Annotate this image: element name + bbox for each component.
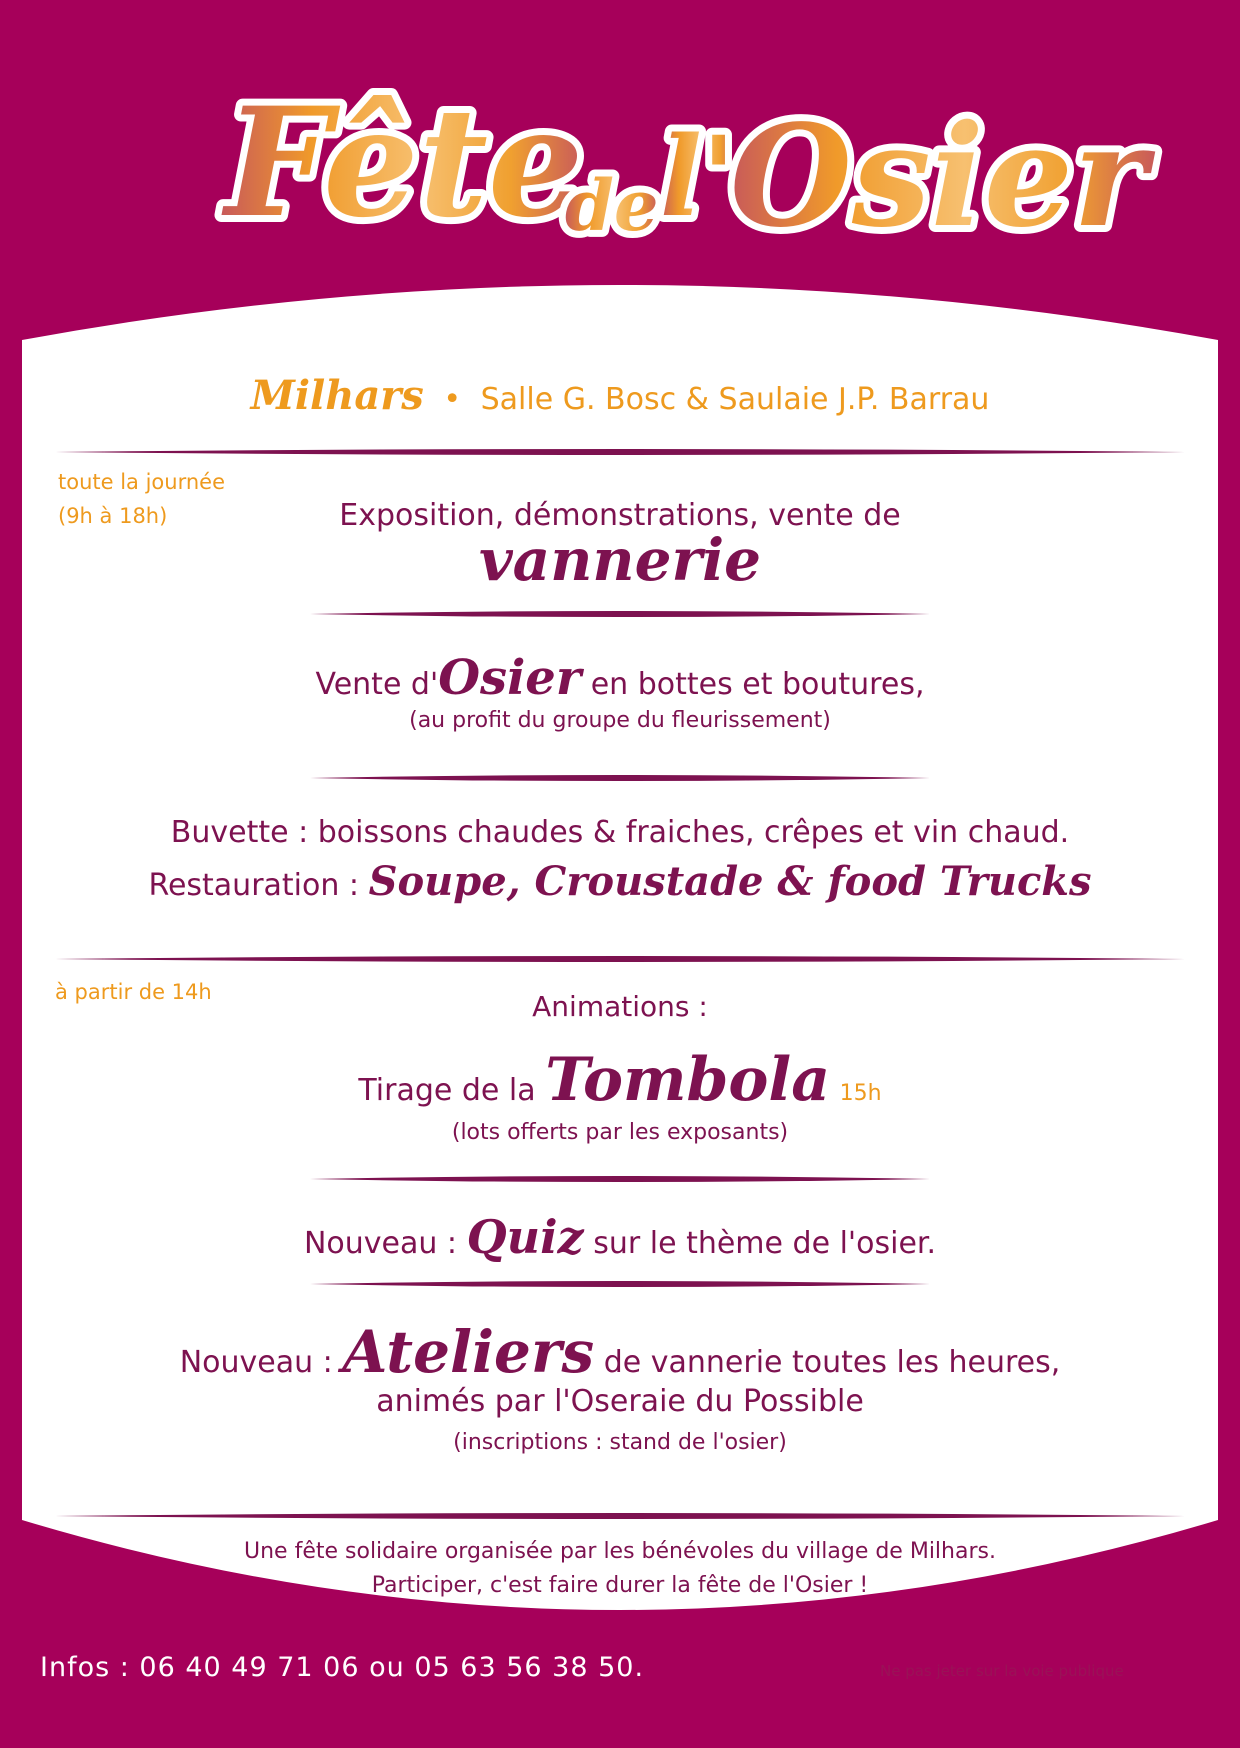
osier-sale-line <box>0 650 1240 706</box>
town-name: Milhars <box>250 372 424 419</box>
venue-name: Salle G. Bosc & Saulaie J.P. Barrau <box>480 382 990 417</box>
quiz-prefix: Nouveau : <box>303 1226 458 1261</box>
all-day-text: toute la journée <box>58 470 226 494</box>
quiz-suffix: sur le thème de l'osier. <box>593 1226 937 1261</box>
separator-dot: • <box>443 382 462 417</box>
contact-info: Infos : 06 40 49 71 06 ou 05 63 56 38 50. <box>40 1652 645 1683</box>
closing-text <box>0 1535 1240 1603</box>
ateliers-line-2: animés par l'Oseraie du Possible <box>376 1384 864 1419</box>
divider <box>55 448 1185 456</box>
restauration-line <box>0 858 1240 905</box>
legal-notice: Ne pas jeter sur la voie publique <box>880 1662 1124 1680</box>
title-osier: Osier <box>730 95 1147 259</box>
closing-line-2: Participer, c'est faire durer la fête de l'Osier ! <box>371 1573 869 1598</box>
tombola-time: 15h <box>839 1081 882 1106</box>
event-title-logo <box>0 40 1240 270</box>
quiz-line <box>0 1210 1240 1264</box>
osier-highlight: Osier <box>438 650 582 706</box>
animations-heading: Animations : <box>532 990 708 1023</box>
location-line <box>0 372 1240 419</box>
divider <box>55 1512 1185 1520</box>
all-day-hours: (9h à 18h) <box>58 504 168 528</box>
ateliers-highlight: Ateliers <box>342 1318 595 1386</box>
quiz-highlight: Quiz <box>466 1210 584 1264</box>
tombola-line <box>0 1045 1240 1115</box>
closing-line-1: Une fête solidaire organisée par les bénévoles du village de Milhars. <box>244 1539 996 1564</box>
exhibition-line: Exposition, démonstrations, vente de <box>339 498 901 533</box>
title-de: de <box>565 164 659 247</box>
title-fete: Fête <box>225 75 584 251</box>
vannerie-highlight: vannerie <box>478 526 761 594</box>
divider <box>310 774 930 782</box>
divider <box>310 1175 930 1183</box>
ateliers-note: (inscriptions : stand de l'osier) <box>453 1430 787 1455</box>
ateliers-suffix: de vannerie toutes les heures, <box>603 1345 1061 1380</box>
tombola-highlight: Tombola <box>545 1045 831 1115</box>
ateliers-prefix: Nouveau : <box>179 1345 333 1380</box>
buvette-line: Buvette : boissons chaudes & fraiches, crêpes et vin chaud. <box>170 815 1070 850</box>
osier-sale-note: (au profit du groupe du fleurissement) <box>409 708 831 733</box>
osier-sale-prefix: Vente d' <box>315 667 439 702</box>
osier-sale-suffix: en bottes et boutures, <box>590 667 925 702</box>
afternoon-label: à partir de 14h <box>55 980 212 1004</box>
restauration-highlight: Soupe, Croustade & food Trucks <box>368 858 1092 905</box>
ateliers-line <box>0 1318 1240 1386</box>
divider <box>310 610 930 618</box>
restauration-label: Restauration : <box>148 868 360 903</box>
divider <box>55 955 1185 963</box>
divider <box>310 1280 930 1288</box>
title-l: l' <box>660 112 736 241</box>
tombola-note: (lots offerts par les exposants) <box>451 1120 789 1145</box>
tombola-prefix: Tirage de la <box>358 1073 536 1108</box>
